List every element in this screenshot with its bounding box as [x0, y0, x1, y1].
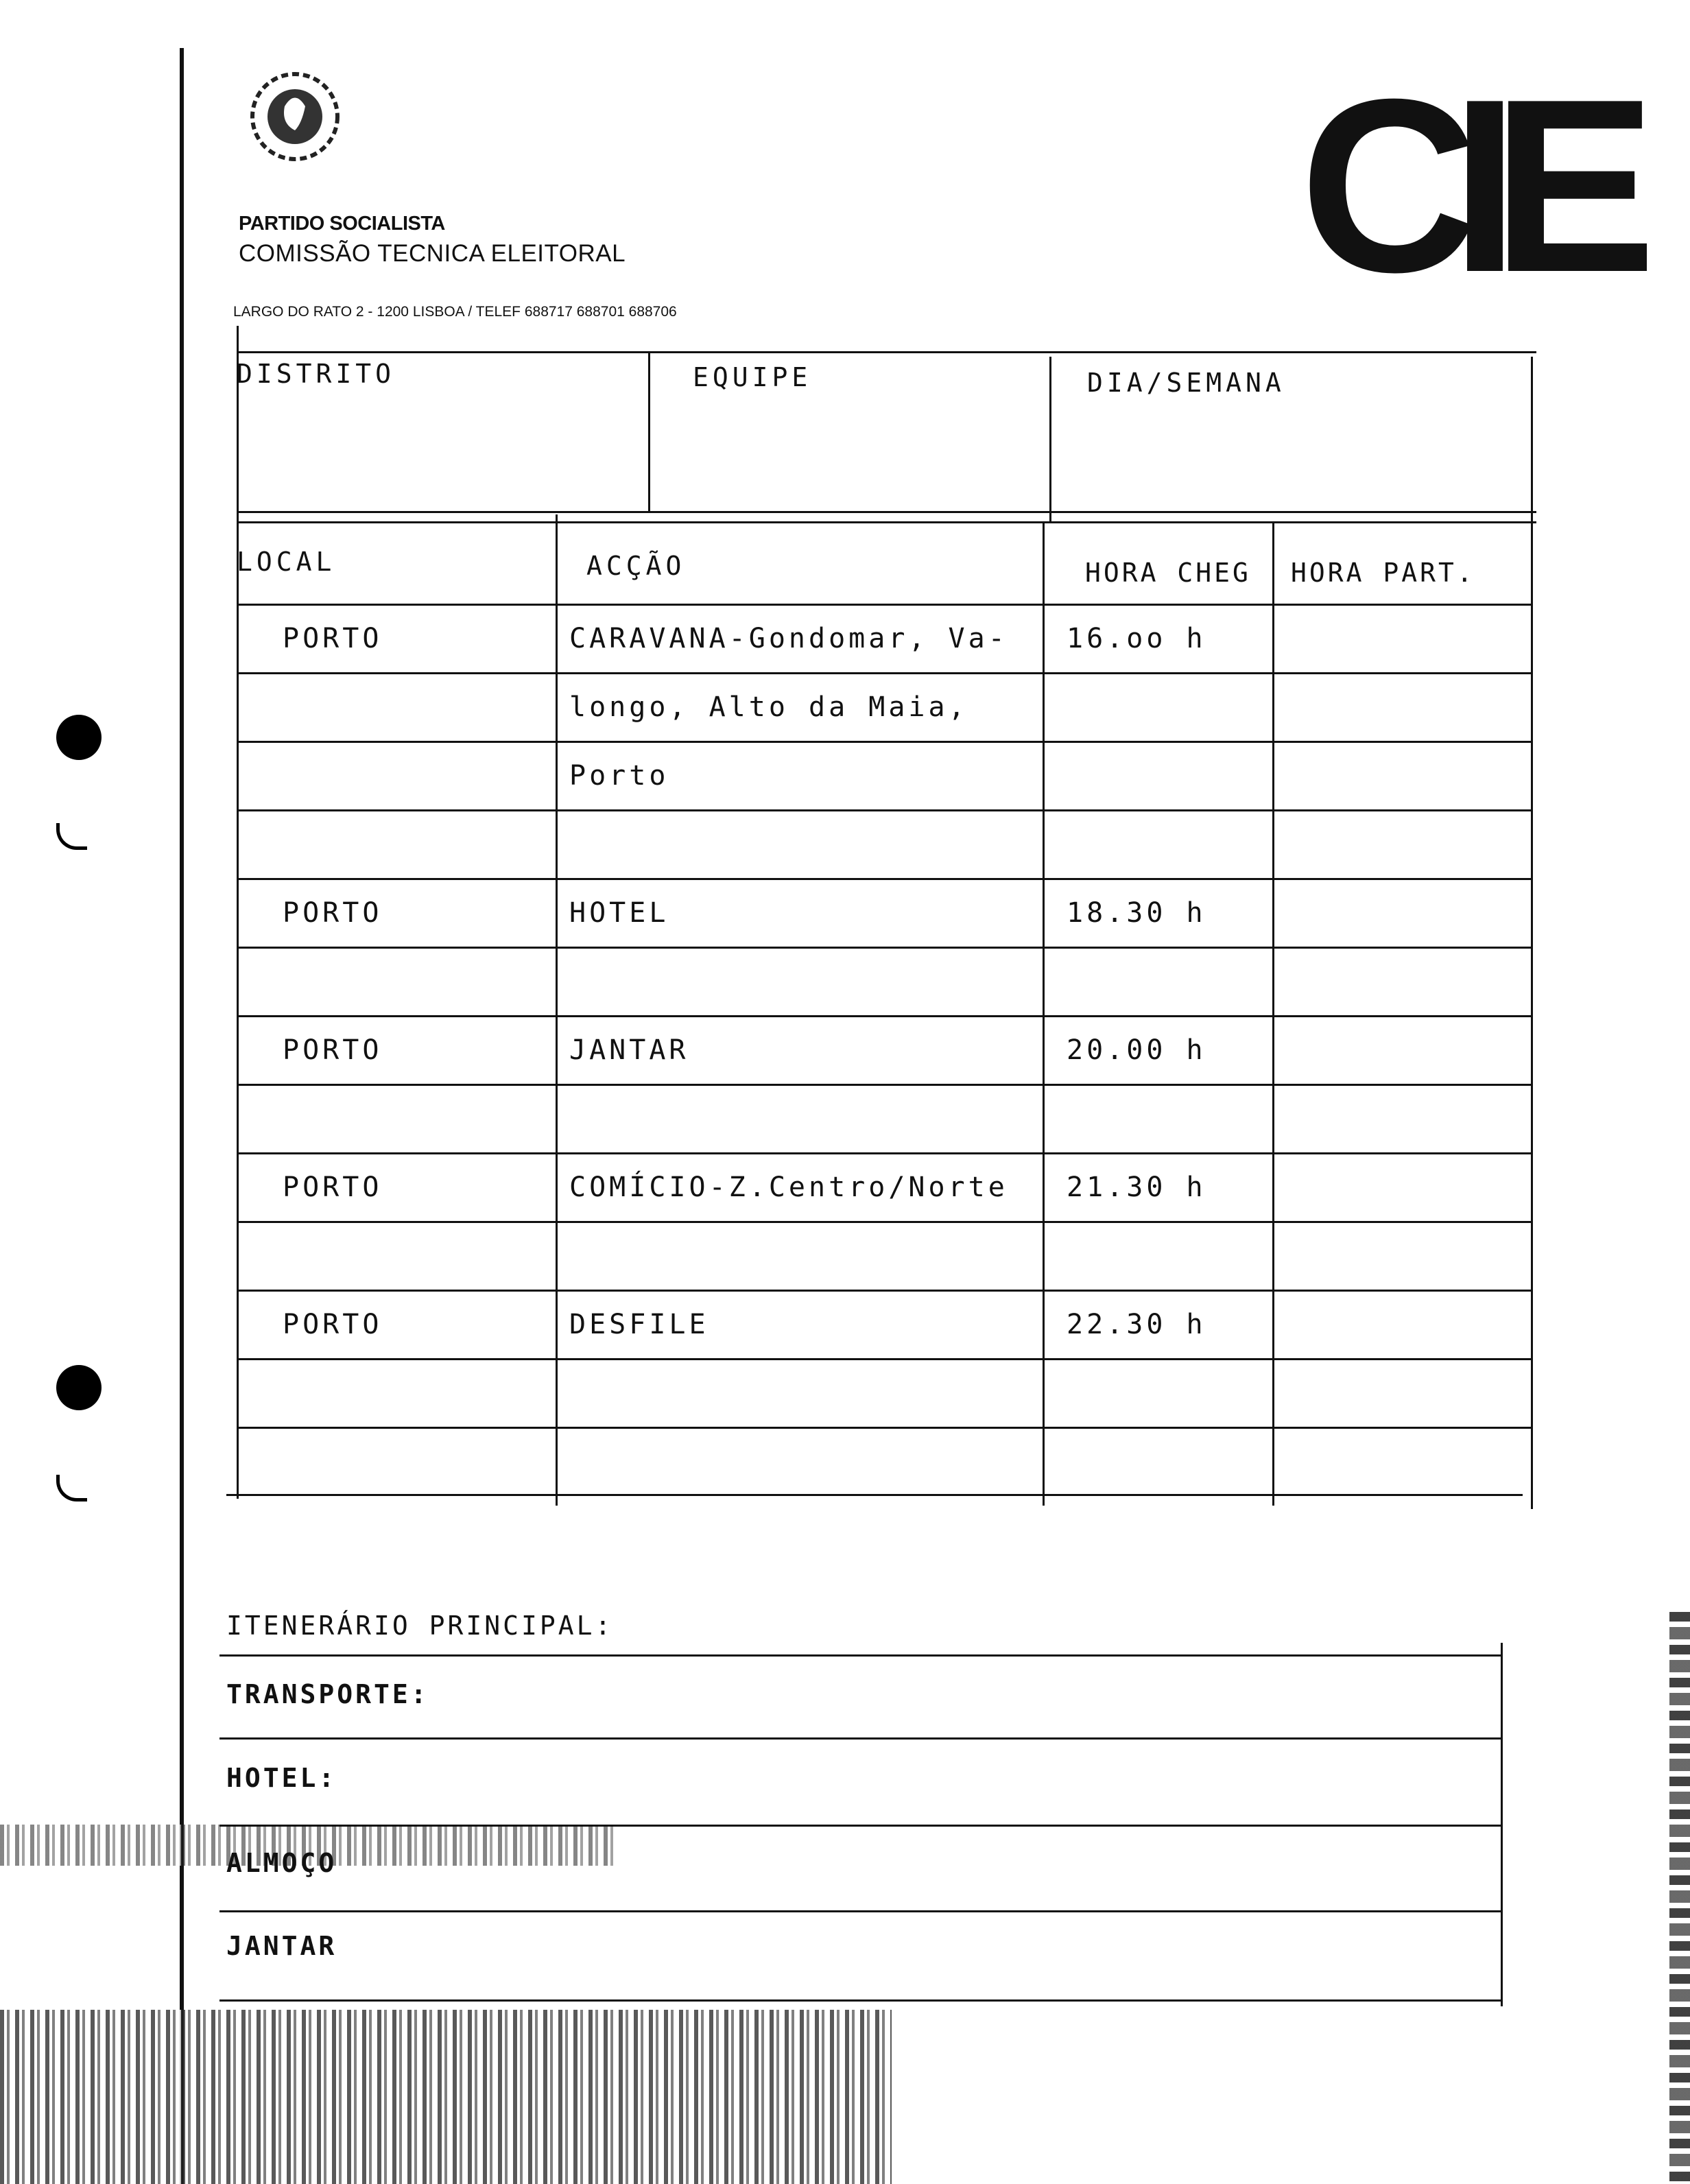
column-header-accao: ACÇÃO	[586, 551, 686, 581]
column-header-hora-cheg: HORA CHEG	[1085, 558, 1251, 588]
form-left-border	[237, 326, 239, 1499]
transporte-label: TRANSPORTE:	[226, 1679, 429, 1709]
org-subtitle: COMISSÃO TECNICA ELEITORAL	[239, 240, 626, 267]
divider-local-accao	[556, 514, 558, 1506]
cie-logo	[1300, 51, 1684, 285]
table-cell-accao: DESFILE	[569, 1309, 709, 1340]
scan-edge-right	[1669, 1612, 1690, 2184]
punch-hole-top	[56, 715, 102, 760]
transporte-line	[219, 1737, 1502, 1740]
table-cell-local: PORTO	[283, 1172, 383, 1203]
table-cell-accao: CARAVANA-Gondomar, Va-	[569, 623, 1008, 654]
hotel-line	[219, 1825, 1502, 1827]
column-header-top-border	[237, 521, 1536, 523]
itinerario-line	[219, 1654, 1502, 1657]
column-header-hora-part: HORA PART.	[1291, 558, 1475, 588]
divider-distrito-equipe	[648, 351, 650, 512]
hotel-label: HOTEL:	[226, 1763, 337, 1793]
footer-right-border	[1501, 1643, 1503, 2006]
almoco-label: ALMOÇO	[226, 1848, 337, 1878]
table-cell-local: PORTO	[283, 623, 383, 654]
table-row-line	[237, 1290, 1531, 1292]
column-header-local: LOCAL	[237, 547, 336, 577]
table-row-line	[237, 809, 1531, 811]
org-address: LARGO DO RATO 2 - 1200 LISBOA / TELEF 688717 688701 688706	[233, 304, 677, 320]
form-top-border	[237, 351, 1536, 353]
field-equipe-label: EQUIPE	[693, 362, 812, 392]
table-row-line	[237, 1358, 1531, 1360]
cie-logo-text: CIE	[1300, 51, 1630, 285]
table-bottom-border	[226, 1494, 1523, 1496]
table-cell-local: PORTO	[283, 1309, 383, 1340]
jantar-line	[219, 1999, 1502, 2002]
table-cell-hora-cheg: 22.30 h	[1067, 1309, 1206, 1340]
table-row-line	[237, 1084, 1531, 1086]
table-cell-accao: Porto	[569, 760, 669, 792]
jantar-label: JANTAR	[226, 1931, 337, 1961]
party-seal-logo	[237, 65, 353, 168]
table-cell-hora-cheg: 21.30 h	[1067, 1172, 1206, 1203]
table-cell-accao: HOTEL	[569, 897, 669, 929]
punch-mark-top	[56, 823, 87, 850]
scan-noise-2	[0, 2010, 892, 2184]
table-row-line	[237, 741, 1531, 743]
table-cell-accao: COMÍCIO-Z.Centro/Norte	[569, 1172, 1008, 1203]
table-row-line	[237, 1427, 1531, 1429]
punch-mark-bottom	[56, 1475, 87, 1502]
table-cell-hora-cheg: 18.30 h	[1067, 897, 1206, 929]
almoco-line	[219, 1910, 1502, 1912]
table-row-line	[237, 1152, 1531, 1154]
org-name: PARTIDO SOCIALISTA	[239, 213, 445, 235]
field-distrito-label: DISTRITO	[237, 359, 396, 389]
table-cell-local: PORTO	[283, 1034, 383, 1066]
table-cell-local: PORTO	[283, 897, 383, 929]
top-fields-bottom-border	[237, 511, 1536, 513]
table-row-line	[237, 604, 1531, 606]
table-cell-hora-cheg: 16.oo h	[1067, 623, 1206, 654]
divider-equipe-dia	[1049, 357, 1051, 521]
table-row-line	[237, 1221, 1531, 1223]
table-row-line	[237, 1015, 1531, 1017]
table-cell-accao: longo, Alto da Maia,	[569, 691, 968, 723]
table-row-line	[237, 878, 1531, 880]
table-row-line	[237, 947, 1531, 949]
field-dia-semana-label: DIA/SEMANA	[1087, 368, 1285, 398]
table-cell-accao: JANTAR	[569, 1034, 689, 1066]
form-right-border	[1531, 357, 1533, 1509]
table-row-line	[237, 672, 1531, 674]
table-cell-hora-cheg: 20.00 h	[1067, 1034, 1206, 1066]
punch-hole-bottom	[56, 1365, 102, 1410]
itinerario-label: ITENERÁRIO PRINCIPAL:	[226, 1611, 614, 1641]
